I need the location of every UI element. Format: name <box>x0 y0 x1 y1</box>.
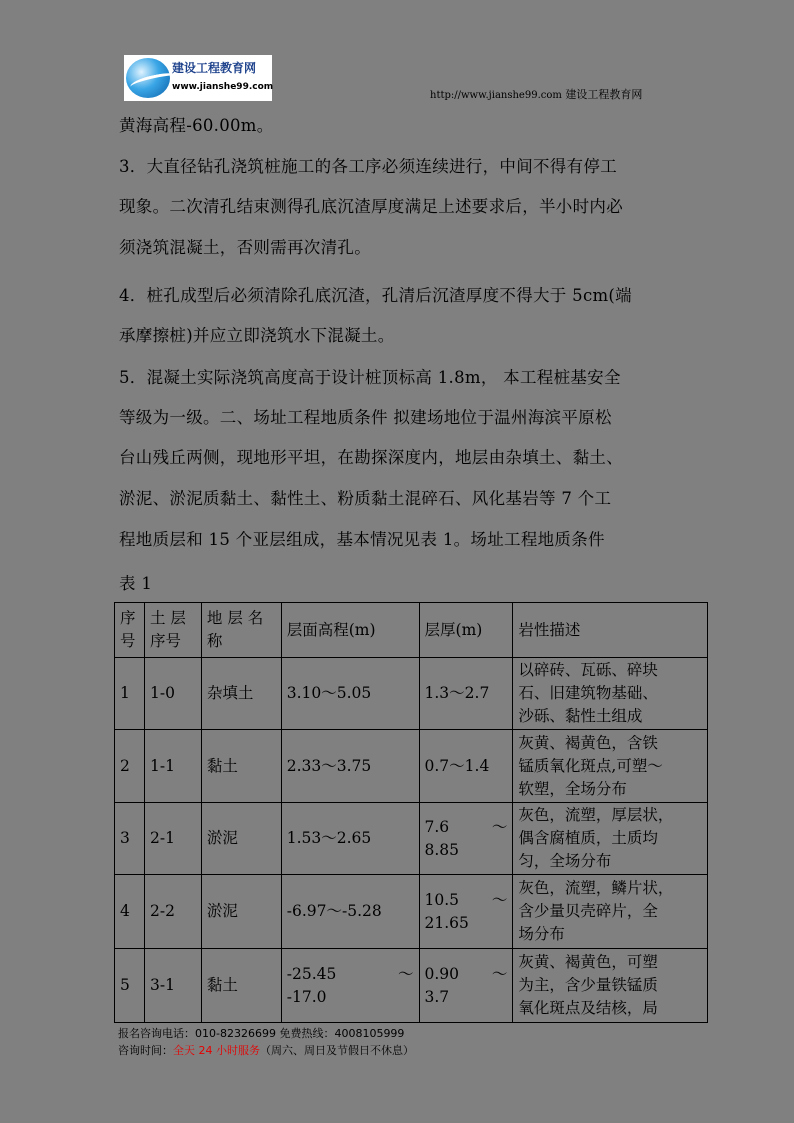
cell-seq: 3 <box>115 803 145 875</box>
footer-hours-prefix: 咨询时间： <box>118 1044 173 1057</box>
cell-thick <box>419 658 513 730</box>
cell-elev <box>281 730 419 803</box>
cell-seq: 2 <box>115 730 145 803</box>
header-name-line: 称 <box>206 632 223 650</box>
cell-name: 黏土 <box>201 730 281 803</box>
header-site-name: 建设工程教育网 <box>565 88 643 101</box>
cell-layer: 1-1 <box>144 730 201 803</box>
cell-elev-line: -17.0 <box>286 987 327 1006</box>
table-row <box>115 803 708 875</box>
cell-desc <box>513 658 708 730</box>
table-row <box>115 949 708 1023</box>
header-name <box>201 603 281 658</box>
cell-elev-line: 1.53～2.65 <box>286 829 372 847</box>
cell-thick-line: 0.7～1.4 <box>424 756 490 775</box>
header-seq <box>115 603 145 658</box>
body-line: 现象。二次清孔结束测得孔底沉渣厚度满足上述要求后，半小时内必 <box>119 197 623 216</box>
table-caption: 表 1 <box>119 574 153 593</box>
cell-name: 杂填土 <box>201 658 281 730</box>
body-line: 等级为一级。二、场址工程地质条件 拟建场地位于温州海滨平原松 <box>119 408 612 427</box>
cell-elev-line: -6.97～-5.28 <box>286 902 382 920</box>
table-row <box>115 730 708 803</box>
cell-desc-line: 偶含腐植质，土质均 <box>518 829 658 847</box>
header-layer <box>144 603 201 658</box>
cell-name: 淤泥 <box>201 803 281 875</box>
cell-thick-line: 21.65 <box>424 913 469 932</box>
cell-thick-line: 3.7 <box>424 987 450 1006</box>
cell-desc-line: 含少量贝壳碎片，全 <box>518 902 658 920</box>
cell-layer: 2-1 <box>144 803 201 875</box>
body-line: 须浇筑混凝土，否则需再次清孔。 <box>119 238 371 257</box>
cell-seq: 1 <box>115 658 145 730</box>
header-name-line: 地 层 名 <box>206 609 264 627</box>
footer-contact: 报名咨询电话：010-82326699 免费热线：4008105999 <box>118 1027 405 1040</box>
cell-desc <box>513 803 708 875</box>
cell-elev-line: 2.33～3.75 <box>286 756 372 775</box>
cell-elev <box>281 803 419 875</box>
cell-layer: 2-2 <box>144 875 201 949</box>
body-line: 黄海高程-60.00m。 <box>119 116 274 135</box>
body-line: 承摩擦桩)并应立即浇筑水下混凝土。 <box>119 326 395 345</box>
header-layer-line: 序号 <box>149 632 181 650</box>
cell-thick-line: 0.90 ～ <box>424 964 508 983</box>
cell-thick <box>419 730 513 803</box>
cell-desc-line: 场分布 <box>518 925 565 943</box>
cell-name: 黏土 <box>201 949 281 1023</box>
cell-layer: 1-0 <box>144 658 201 730</box>
cell-seq: 4 <box>115 875 145 949</box>
body-line: 台山残丘两侧，现地形平坦，在勘探深度内，地层由杂填土、黏土、 <box>119 448 623 467</box>
header-elev: 层面高程(m) <box>281 603 419 658</box>
footer-hours <box>118 1042 414 1058</box>
cell-thick-line: 7.6 ～ <box>424 817 508 836</box>
cell-name: 淤泥 <box>201 875 281 949</box>
table-row <box>115 875 708 949</box>
cell-desc-line: 灰色，流塑，厚层状， <box>518 806 674 824</box>
header-site-info <box>430 86 642 102</box>
header-url[interactable]: http://www.jianshe99.com <box>430 90 562 101</box>
cell-thick <box>419 949 513 1023</box>
cell-desc <box>513 730 708 803</box>
cell-elev <box>281 875 419 949</box>
geology-table <box>114 602 708 1023</box>
cell-seq: 5 <box>115 949 145 1023</box>
header-seq-line: 序 <box>120 609 136 627</box>
cell-desc <box>513 875 708 949</box>
body-line: 淤泥、淤泥质黏土、黏性土、粉质黏土混碎石、风化基岩等 7 个工 <box>119 489 612 508</box>
cell-desc-line: 灰色，流塑，鳞片状， <box>518 879 674 897</box>
footer-hours-suffix: （周六、周日及节假日不休息） <box>260 1044 414 1057</box>
cell-desc <box>513 949 708 1023</box>
logo-url: www.jianshe99.com <box>172 82 274 92</box>
cell-desc-line: 以碎砖、瓦砾、碎块 <box>518 661 658 679</box>
cell-thick-line: 10.5 ～ <box>424 890 508 909</box>
footer-hours-highlight: 全天 24 小时服务 <box>173 1044 260 1057</box>
cell-thick <box>419 803 513 875</box>
cell-thick <box>419 875 513 949</box>
header-seq-line: 号 <box>120 632 136 650</box>
body-line: 4．桩孔成型后必须清除孔底沉渣，孔清后沉渣厚度不得大于 5cm(端 <box>119 286 632 305</box>
cell-thick-line: 8.85 <box>424 840 460 859</box>
cell-desc-line: 氧化斑点及结核，局 <box>518 999 658 1017</box>
cell-desc-line: 锰质氧化斑点,可塑～ <box>518 756 663 775</box>
cell-desc-line: 灰黄、褐黄色，含铁 <box>518 733 658 752</box>
cell-elev <box>281 658 419 730</box>
body-line: 3．大直径钻孔浇筑桩施工的各工序必须连续进行，中间不得有停工 <box>119 157 617 176</box>
cell-desc-line: 为主，含少量铁锰质 <box>518 976 658 994</box>
cell-elev <box>281 949 419 1023</box>
cell-desc-line: 匀，全场分布 <box>518 852 612 870</box>
cell-desc-line: 沙砾、黏性土组成 <box>518 707 643 725</box>
header-thick: 层厚(m) <box>419 603 513 658</box>
header-layer-line: 土 层 <box>149 609 186 627</box>
logo-title: 建设工程教育网 <box>172 61 257 75</box>
table-header-row <box>115 603 708 658</box>
cell-desc-line: 软塑，全场分布 <box>518 779 627 798</box>
site-logo[interactable] <box>124 55 272 101</box>
cell-elev-line: 3.10～5.05 <box>286 684 372 702</box>
header-desc: 岩性描述 <box>513 603 708 658</box>
cell-desc-line: 石、旧建筑物基础、 <box>518 684 658 702</box>
body-line: 5．混凝土实际浇筑高度高于设计桩顶标高 1.8m， 本工程桩基安全 <box>119 368 621 387</box>
body-line: 程地质层和 15 个亚层组成，基本情况见表 1。场址工程地质条件 <box>119 530 605 549</box>
cell-desc-line: 灰黄、褐黄色，可塑 <box>518 953 658 971</box>
cell-elev-line: -25.45 ～ <box>286 964 414 983</box>
cell-thick-line: 1.3～2.7 <box>424 684 490 702</box>
cell-layer: 3-1 <box>144 949 201 1023</box>
table-row <box>115 658 708 730</box>
